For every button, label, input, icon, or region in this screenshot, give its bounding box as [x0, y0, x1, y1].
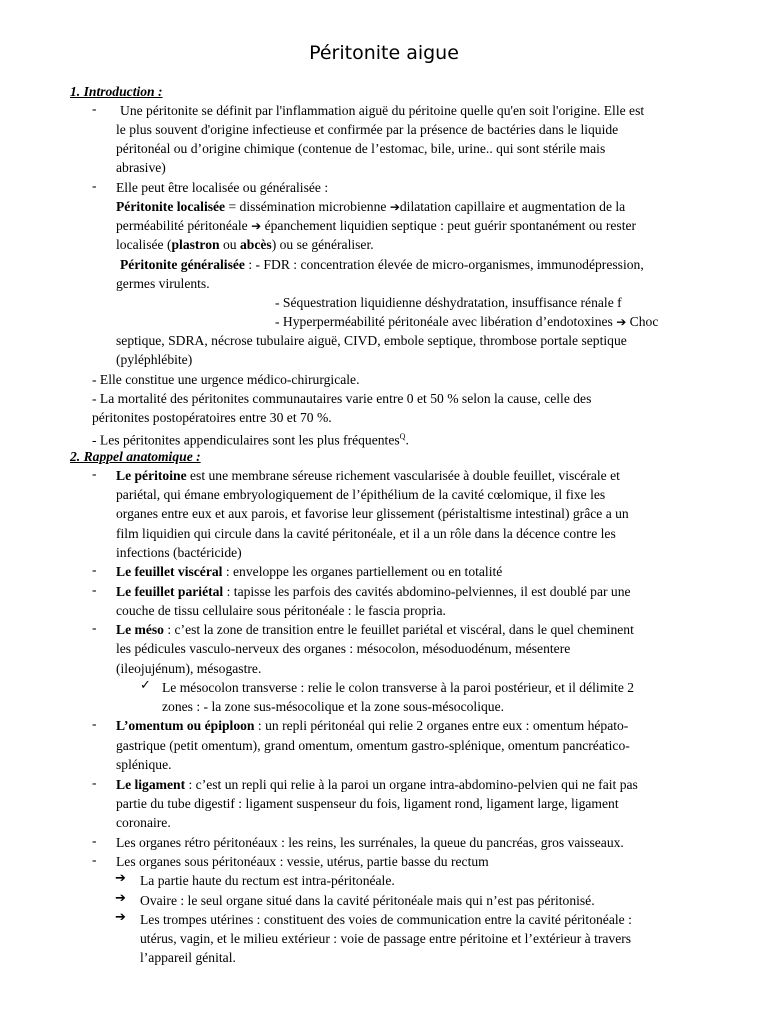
paragraph-line: Les organes sous péritonéaux : vessie, utérus, partie basse du rectum: [116, 854, 489, 869]
paragraph-line: (ileojujénum), mésogastre.: [116, 661, 262, 676]
paragraph-line: - Séquestration liquidienne déshydratation, insuffisance rénale f: [275, 295, 622, 310]
paragraph-line: Péritonite localisée = dissémination microbienne ➔dilatation capillaire et augmentation de la: [116, 199, 626, 214]
bullet-dash: -: [92, 716, 97, 731]
paragraph-line: La partie haute du rectum est intra-péritonéale.: [140, 873, 395, 888]
paragraph-line: abrasive): [116, 160, 166, 175]
term-abces: abcès: [239, 237, 272, 252]
paragraph-line: septique, SDRA, nécrose tubulaire aiguë, CIVD, embole septique, thrombose portale septique: [116, 333, 627, 348]
bullet-dash: -: [92, 852, 97, 867]
section-heading-rappel-anatomique: 2. Rappel anatomique :: [70, 449, 201, 464]
arrow-icon: ➔: [616, 315, 627, 329]
document-title: Péritonite aigue: [309, 42, 459, 64]
bullet-dash: -: [92, 178, 97, 193]
paragraph-line: péritonéal ou d’origine chimique (contenue de l’estomac, bile, urine.. qui sont stérile mais: [116, 141, 606, 156]
bullet-dash: -: [92, 466, 97, 481]
paragraph-line: Le méso : c’est la zone de transition entre le feuillet pariétal et viscéral, dans le quel cheminent: [116, 622, 634, 637]
paragraph-line: utérus, vagin, et le milieu extérieur : voie de passage entre péritoine et l’extérieur à travers: [140, 931, 632, 946]
paragraph-line: pariétal, qui émane embryologiquement de l’épithélium de la cavité cœlomique, il fixe les: [116, 487, 606, 502]
superscript-q: Q: [399, 432, 406, 441]
paragraph-line: les pédicules vasculo-nerveux des organes : mésocolon, mésoduodénum, mésentere: [116, 641, 571, 656]
paragraph-line: perméabilité péritonéale ➔ épanchement liquidien septique : peut guérir spontanément ou rester: [116, 218, 637, 233]
paragraph-line: Le ligament : c’est un repli qui relie à la paroi un organe intra-abdomino-pelvien qui ne fait pas: [116, 777, 638, 792]
paragraph-line: film liquidien qui circule dans la cavité péritonéale, et il a un rôle dans la décence contre les: [116, 526, 616, 541]
paragraph-line: Le feuillet pariétal : tapisse les parfois des cavités abdomino-pelviennes, il est doublé par une: [116, 584, 631, 599]
bullet-dash: -: [92, 620, 97, 635]
paragraph-line: localisée (plastron ou abcès) ou se généraliser.: [116, 237, 374, 252]
term-ligament: Le ligament: [116, 777, 186, 792]
bullet-dash: -: [92, 775, 97, 790]
paragraph-line: zones : - la zone sus-mésocolique et la zone sous-mésocolique.: [162, 699, 505, 714]
term-peritonite-generalisee: Péritonite généralisée: [120, 257, 245, 272]
bullet-dash: -: [92, 833, 97, 848]
paragraph-line: Une péritonite se définit par l'inflammation aiguë du péritoine quelle qu'en soit l'origine. Elle est: [120, 103, 645, 118]
paragraph-line: Elle peut être localisée ou généralisée :: [116, 180, 329, 195]
arrow-icon: ➔: [389, 200, 400, 214]
checkmark-icon: ✓: [140, 678, 151, 693]
term-plastron: plastron: [171, 237, 220, 252]
paragraph-line: gastrique (petit omentum), grand omentum, omentum gastro-splénique, omentum pancréatico-: [116, 738, 630, 753]
paragraph-line: - La mortalité des péritonites communautaires varie entre 0 et 50 % selon la cause, celle des: [92, 391, 592, 406]
paragraph-line: (pyléphlébite): [116, 352, 193, 367]
paragraph-line: - Elle constitue une urgence médico-chirurgicale.: [92, 372, 360, 387]
paragraph-line: - Les péritonites appendiculaires sont les plus fréquentes$^Q$.: [92, 432, 409, 448]
paragraph-line: Ovaire : le seul organe situé dans la cavité péritonéale mais qui n’est pas péritonisé.: [140, 893, 595, 908]
paragraph-line: le plus souvent d'origine infectieuse et confirmée par la présence de bactéries dans le liquide: [116, 122, 619, 137]
paragraph-line: partie du tube digestif : ligament suspenseur du fois, ligament rond, ligament large, ligament: [116, 796, 619, 811]
paragraph-line: l’appareil génital.: [140, 950, 236, 965]
paragraph-line: Les organes rétro péritonéaux : les reins, les surrénales, la queue du pancréas, gros vaisseaux.: [116, 835, 624, 850]
paragraph-line: Les trompes utérines : constituent des voies de communication entre la cavité péritonéale :: [140, 912, 632, 927]
paragraph-line: germes virulents.: [116, 276, 210, 291]
arrow-icon: ➔: [115, 891, 126, 906]
term-feuillet-parietal: Le feuillet pariétal: [116, 584, 224, 599]
paragraph-line: organes entre eux et aux parois, et favorise leur glissement (péristaltisme intestinal) grâce a un: [116, 506, 629, 521]
term-peritonite-localisee: Péritonite localisée: [116, 199, 226, 214]
arrow-icon: ➔: [115, 871, 126, 886]
paragraph-line: coronaire.: [116, 815, 171, 830]
paragraph-line: infections (bactéricide): [116, 545, 242, 560]
term-meso: Le méso: [116, 622, 164, 637]
paragraph-line: L’omentum ou épiploon : un repli péritonéal qui relie 2 organes entre eux : omentum hépato-: [116, 718, 629, 733]
bullet-dash: -: [92, 582, 97, 597]
paragraph-line: Le péritoine est une membrane séreuse richement vascularisée à double feuillet, viscérale et: [116, 468, 620, 483]
bullet-dash: -: [92, 562, 97, 577]
term-omentum: L’omentum ou épiploon: [116, 718, 255, 733]
paragraph-line: splénique.: [116, 757, 172, 772]
paragraph-line: Le mésocolon transverse : relie le colon transverse à la paroi postérieur, et il délimite 2: [162, 680, 635, 695]
paragraph-line: péritonites postopératoires entre 30 et 70 %.: [92, 410, 332, 425]
bullet-dash: -: [92, 101, 97, 116]
paragraph-line: - Hyperperméabilité péritonéale avec libération d’endotoxines ➔ Choc: [275, 314, 659, 329]
paragraph-line: Péritonite généralisée : - FDR : concentration élevée de micro-organismes, immunodépression,: [120, 257, 644, 272]
arrow-icon: ➔: [115, 910, 126, 925]
paragraph-line: Le feuillet viscéral : enveloppe les organes partiellement ou en totalité: [116, 564, 503, 579]
term-peritoine: Le péritoine: [116, 468, 187, 483]
term-feuillet-visceral: Le feuillet viscéral: [116, 564, 223, 579]
arrow-icon: ➔: [251, 219, 262, 233]
section-heading-introduction: 1. Introduction :: [70, 84, 163, 99]
paragraph-line: couche de tissu cellulaire sous péritonéale : le fascia propria.: [116, 603, 446, 618]
